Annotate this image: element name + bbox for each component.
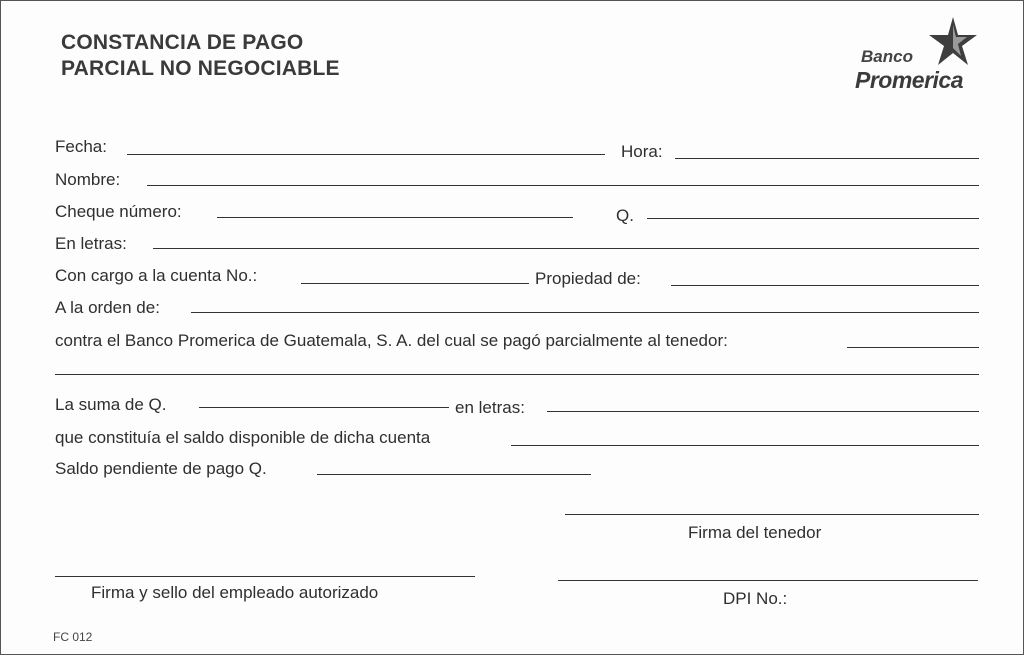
letras1-label: En letras: (55, 234, 127, 253)
firma-empleado-line[interactable] (55, 576, 475, 577)
form-title-line2: PARCIAL NO NEGOCIABLE (61, 57, 340, 80)
fecha-line[interactable] (127, 154, 605, 155)
firma-empleado-label: Firma y sello del empleado autorizado (91, 583, 379, 602)
form-title-line1: CONSTANCIA DE PAGO (61, 31, 304, 54)
star-icon (923, 15, 979, 67)
contra-line[interactable] (847, 347, 979, 348)
propiedad-label: Propiedad de: (535, 269, 641, 288)
fecha-label: Fecha: (55, 137, 107, 156)
firma-tenedor-line[interactable] (565, 514, 979, 515)
dpi-label: DPI No.: (723, 589, 788, 608)
nombre-label: Nombre: (55, 170, 121, 189)
saldo-label: que constituía el saldo disponible de dicha cuenta (55, 428, 431, 447)
orden-line[interactable] (191, 312, 979, 313)
form-title (61, 30, 340, 82)
pendiente-line[interactable] (317, 474, 591, 475)
propiedad-line[interactable] (671, 285, 979, 286)
pendiente-label: Saldo pendiente de pago Q. (55, 459, 267, 478)
bank-logo (853, 15, 983, 95)
cheque-label: Cheque número: (55, 202, 182, 221)
logo-brand-text: Promerica (855, 67, 964, 93)
contra-label: contra el Banco Promerica de Guatemala, S. A. del cual se pagó parcialmente al tenedor: (55, 331, 728, 350)
letras1-line[interactable] (153, 248, 979, 249)
dpi-line[interactable] (558, 580, 978, 581)
letras2-line[interactable] (547, 411, 979, 412)
suma-label: La suma de Q. (55, 395, 167, 414)
nombre-line[interactable] (147, 185, 979, 186)
cargo-label: Con cargo a la cuenta No.: (55, 266, 258, 285)
saldo-line[interactable] (511, 445, 979, 446)
firma-tenedor-label: Firma del tenedor (688, 523, 822, 542)
cheque-line[interactable] (217, 217, 573, 218)
hora-line[interactable] (675, 158, 979, 159)
suma-line[interactable] (199, 407, 449, 408)
q1-line[interactable] (647, 218, 979, 219)
letras2-label: en letras: (455, 398, 525, 417)
orden-label: A la orden de: (55, 298, 160, 317)
tenedor-line[interactable] (55, 374, 979, 375)
form-code: FC 012 (53, 630, 93, 644)
q1-label: Q. (616, 206, 634, 225)
hora-label: Hora: (621, 142, 663, 161)
logo-bank-text: Banco (861, 47, 913, 66)
cargo-line[interactable] (301, 283, 529, 284)
